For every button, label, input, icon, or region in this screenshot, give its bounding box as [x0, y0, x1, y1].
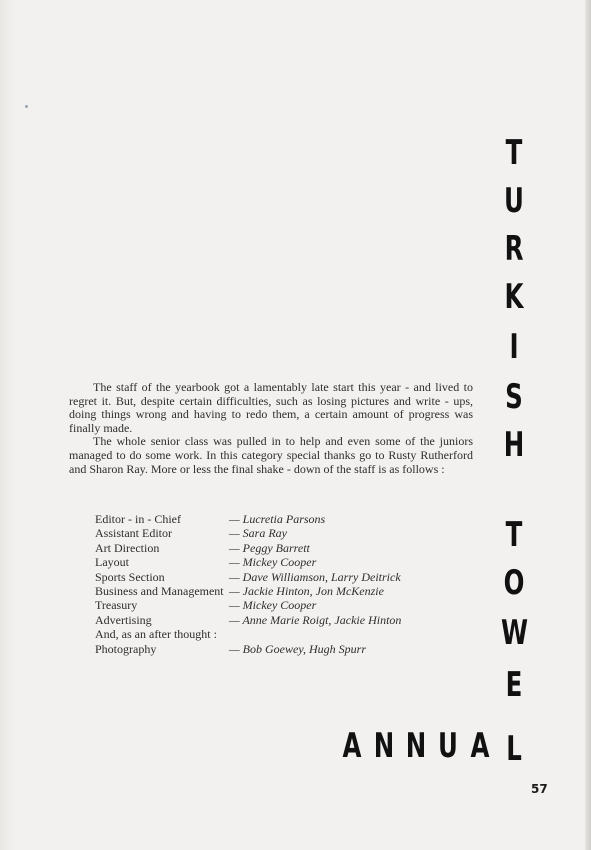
staff-list — [95, 512, 465, 656]
title-letter: W — [501, 613, 529, 653]
staff-row — [95, 627, 465, 641]
title-letter: R — [504, 229, 524, 269]
staff-role: Editor - in - Chief — [95, 512, 181, 526]
title-letter: I — [509, 327, 519, 367]
staff-role: And, as an after thought : — [95, 627, 217, 642]
title-letter: L — [506, 729, 522, 769]
staff-name: — Mickey Cooper — [229, 598, 317, 613]
staff-name: — Lucretia Parsons — [229, 512, 326, 526]
staff-row — [95, 642, 465, 656]
staff-role: Business and Management — [95, 583, 224, 598]
staff-role: Treasury — [95, 598, 138, 613]
page-shadow — [0, 0, 14, 850]
intro-paragraph: The whole senior class was pulled in to help and even some of the juniors managed to do some work. In this category special thanks go to Rusty Rutherford and Sharon Ray. More or less the final shake - down of the staff is as follows : — [69, 434, 473, 476]
annual-letter: A — [342, 726, 362, 766]
annual-letter: N — [373, 726, 395, 766]
intro-paragraph: The staff of the yearbook got a lamentably late start this year - and lived to regret it. But, despite certain difficulties, such as losing pictures and write - ups, doing things wrong and having to redo them, a certain amount of progress was finally made. — [69, 380, 473, 435]
title-letter: O — [503, 563, 525, 603]
title-letter: T — [505, 515, 523, 555]
intro-text — [69, 381, 473, 476]
annual-title — [336, 725, 496, 767]
annual-letter: U — [438, 726, 458, 766]
page-number: 57 — [531, 782, 548, 796]
staff-row — [95, 512, 465, 526]
staff-name: — Peggy Barrett — [229, 540, 310, 555]
staff-name: — Jackie Hinton, Jon McKenzie — [229, 583, 384, 598]
staff-name: — Dave Williamson, Larry Deitrick — [229, 569, 401, 584]
title-letter: U — [504, 181, 524, 221]
annual-letter: A — [470, 726, 490, 766]
staff-row — [95, 526, 465, 540]
staff-name: — Mickey Cooper — [229, 555, 317, 570]
staff-row — [95, 584, 465, 598]
staff-role: Advertising — [95, 612, 152, 627]
paper-speck — [25, 105, 28, 108]
staff-row — [95, 570, 465, 584]
title-letter: T — [505, 133, 523, 173]
staff-row — [95, 555, 465, 569]
staff-role: Assistant Editor — [95, 526, 172, 541]
staff-role: Photography — [95, 641, 157, 656]
staff-name: — Bob Goewey, Hugh Spurr — [229, 641, 366, 656]
staff-row — [95, 598, 465, 612]
staff-row — [95, 613, 465, 627]
staff-role: Layout — [95, 555, 129, 570]
title-letter: K — [504, 277, 524, 317]
staff-name: — Anne Marie Roigt, Jackie Hinton — [229, 612, 402, 627]
title-letter: E — [505, 665, 523, 705]
page-edge — [585, 0, 591, 850]
staff-row — [95, 541, 465, 555]
staff-role: Art Direction — [95, 540, 160, 555]
annual-letter: N — [405, 726, 427, 766]
staff-role: Sports Section — [95, 569, 165, 584]
staff-name: — Sara Ray — [229, 526, 287, 541]
vertical-title — [496, 133, 532, 769]
title-letter: H — [503, 425, 525, 465]
title-letter: S — [505, 377, 523, 417]
